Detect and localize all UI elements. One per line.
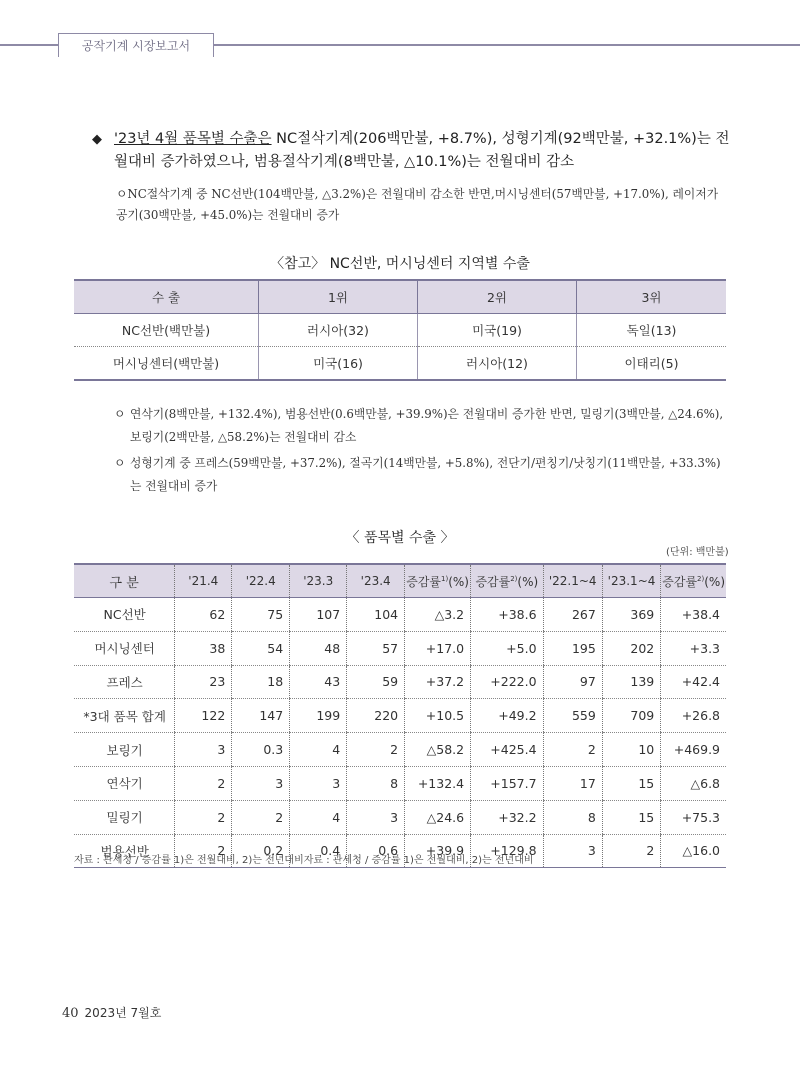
table-cell: +38.6 <box>471 598 543 632</box>
table-cell: +37.2 <box>405 665 471 699</box>
table-cell: 107 <box>290 598 347 632</box>
unit-label: (단위: 백만불) <box>666 547 729 558</box>
table-cell: 2 <box>543 733 602 767</box>
row-label: NC선반 <box>74 598 175 632</box>
table-cell: 2 <box>347 733 405 767</box>
table-cell: +222.0 <box>471 665 543 699</box>
table-cell: △3.2 <box>405 598 471 632</box>
table-cell: 4 <box>290 800 347 834</box>
table-cell: +39.9 <box>405 834 471 868</box>
header-footnote-mark: 2) <box>697 574 705 583</box>
table-cell: 104 <box>347 598 405 632</box>
region-table-caption: 〈참고〉 NC선반, 머시닝센터 지역별 수출 <box>270 256 530 272</box>
header-footnote-mark: 2) <box>510 574 518 583</box>
table-cell: △6.8 <box>661 766 726 800</box>
table-cell: +469.9 <box>661 733 726 767</box>
header-unit: (%) <box>517 574 539 589</box>
column-header <box>405 564 471 598</box>
column-header: '22.4 <box>232 564 290 598</box>
table-cell: 195 <box>543 631 602 665</box>
header-rule-right <box>214 44 800 46</box>
table-row <box>74 766 726 800</box>
column-header: '23.1~4 <box>602 564 660 598</box>
table-cell: 709 <box>602 699 660 733</box>
main-bullet <box>92 128 732 174</box>
row-label: 보링기 <box>74 733 175 767</box>
table-cell: 이태리(5) <box>577 347 727 381</box>
source-note: 자료 : 관세청 / 증감률 1)은 전월대비, 2)는 전년대비자료 : 관세청 / 증감률 1)은 전월대비, 2)는 전년대비 <box>74 855 534 866</box>
table-header-row <box>74 280 726 314</box>
table-cell: 3 <box>543 834 602 868</box>
table-cell: 559 <box>543 699 602 733</box>
column-header: '23.4 <box>347 564 405 598</box>
row-label: 범용선반 <box>74 834 175 868</box>
table-cell: △16.0 <box>661 834 726 868</box>
diamond-bullet-icon: ◆ <box>92 132 102 147</box>
table-cell: 2 <box>175 766 232 800</box>
table-cell: +42.4 <box>661 665 726 699</box>
table-cell: +425.4 <box>471 733 543 767</box>
table-cell: +49.2 <box>471 699 543 733</box>
column-header: 3위 <box>577 280 727 314</box>
table-cell: 4 <box>290 733 347 767</box>
sub-bullet <box>116 184 726 226</box>
item-table-body <box>74 598 726 868</box>
sub-bullet-text: NC절삭기계 중 NC선반(104백만불, △3.2%)은 전월대비 감소한 반면,머시닝센터(57백만불, +17.0%), 레이저가공기(30백만불, +45.0%)는 전월대비 증가 <box>116 187 719 222</box>
circle-bullet-icon: ㅇ <box>116 187 128 201</box>
table-cell: 0.4 <box>290 834 347 868</box>
page-number: 40 <box>62 1006 79 1021</box>
region-export-table <box>74 279 726 381</box>
table-cell: 러시아(12) <box>418 347 577 381</box>
table-cell: 독일(13) <box>577 314 727 347</box>
table-cell: 43 <box>290 665 347 699</box>
column-header <box>661 564 726 598</box>
table-cell: 0.3 <box>232 733 290 767</box>
row-label: *3대 품목 합계 <box>74 699 175 733</box>
header-footnote-mark: 1) <box>441 574 449 583</box>
table-cell: 2 <box>232 800 290 834</box>
header-text: 증감률 <box>662 574 698 589</box>
item-table-caption: 〈 품목별 수출 〉 <box>345 530 455 546</box>
table-cell: +132.4 <box>405 766 471 800</box>
table-cell: 23 <box>175 665 232 699</box>
table-cell: 267 <box>543 598 602 632</box>
table-cell: 202 <box>602 631 660 665</box>
table-cell: 18 <box>232 665 290 699</box>
row-label: 프레스 <box>74 665 175 699</box>
table-cell: +10.5 <box>405 699 471 733</box>
table-row <box>74 598 726 632</box>
table-cell: 199 <box>290 699 347 733</box>
main-bullet-lead: '23년 4월 품목별 수출은 <box>114 131 272 147</box>
table-row <box>74 733 726 767</box>
header-text: 증감률 <box>406 574 442 589</box>
table-row <box>74 631 726 665</box>
table-cell: 0.6 <box>347 834 405 868</box>
table-cell: 15 <box>602 800 660 834</box>
table-cell: △58.2 <box>405 733 471 767</box>
table-cell: 3 <box>290 766 347 800</box>
table-cell: 220 <box>347 699 405 733</box>
table-cell: 122 <box>175 699 232 733</box>
note-text: 연삭기(8백만불, +132.4%), 범용선반(0.6백만불, +39.9%)은 전월대비 증가한 반면, 밀링기(3백만불, △24.6%), 보링기(2백만불, △58.2%)는 전월대비 감소 <box>130 407 724 444</box>
column-header: '22.1~4 <box>543 564 602 598</box>
column-header: '23.3 <box>290 564 347 598</box>
table-row <box>74 347 726 381</box>
column-header: 수 출 <box>74 280 259 314</box>
header-unit: (%) <box>704 574 725 589</box>
column-header: 2위 <box>418 280 577 314</box>
circle-bullet-icon: ㅇ <box>114 456 126 470</box>
table-cell: 147 <box>232 699 290 733</box>
table-cell: 15 <box>602 766 660 800</box>
table-cell: +32.2 <box>471 800 543 834</box>
column-header: '21.4 <box>175 564 232 598</box>
running-title: 공작기계 시장보고서 <box>58 33 214 57</box>
column-header: 1위 <box>259 280 418 314</box>
table-row <box>74 665 726 699</box>
table-cell: 369 <box>602 598 660 632</box>
item-export-table <box>74 563 726 868</box>
table-cell: 3 <box>232 766 290 800</box>
table-cell: 3 <box>175 733 232 767</box>
table-header-row <box>74 564 726 598</box>
table-cell: 2 <box>602 834 660 868</box>
table-row <box>74 314 726 347</box>
table-cell: +38.4 <box>661 598 726 632</box>
table-cell: 미국(16) <box>259 347 418 381</box>
table-cell: 57 <box>347 631 405 665</box>
table-cell: 2 <box>175 834 232 868</box>
table-cell: 75 <box>232 598 290 632</box>
table-cell: 54 <box>232 631 290 665</box>
row-label: 연삭기 <box>74 766 175 800</box>
table-cell: 0.2 <box>232 834 290 868</box>
table-cell: 62 <box>175 598 232 632</box>
table-cell: +3.3 <box>661 631 726 665</box>
main-bullet-body: NC절삭기계(206백만불, +8.7%), 성형기계(92백만불, +32.1%)는 전월대비 증가하였으나, 범용절삭기계(8백만불, △10.1%)는 전월대비 감소 <box>114 131 730 170</box>
table-cell: 미국(19) <box>418 314 577 347</box>
table-cell: 머시닝센터(백만불) <box>112 356 220 371</box>
column-header: 구 분 <box>74 564 175 598</box>
table-cell: 97 <box>543 665 602 699</box>
header-rule-left <box>0 44 58 46</box>
table-cell: 10 <box>602 733 660 767</box>
table-cell: 139 <box>602 665 660 699</box>
note-text: 성형기계 중 프레스(59백만불, +37.2%), 절곡기(14백만불, +5.8%), 전단기/편칭기/낫칭기(11백만불, +33.3%)는 전월대비 증가 <box>130 456 721 493</box>
table-cell: 48 <box>290 631 347 665</box>
table-row <box>74 699 726 733</box>
row-label: 머시닝센터 <box>74 631 175 665</box>
header-unit: (%) <box>448 574 469 589</box>
table-cell: 38 <box>175 631 232 665</box>
table-cell: +5.0 <box>471 631 543 665</box>
circle-bullet-icon: ㅇ <box>114 407 126 421</box>
table-cell: 2 <box>175 800 232 834</box>
table-cell: +129.8 <box>471 834 543 868</box>
table-row <box>74 800 726 834</box>
main-bullet-text <box>114 128 732 174</box>
note-item <box>114 452 726 498</box>
table-cell: +17.0 <box>405 631 471 665</box>
table-cell: △24.6 <box>405 800 471 834</box>
table-cell: +26.8 <box>661 699 726 733</box>
issue-label: 2023년 7월호 <box>84 1006 162 1020</box>
table-cell: +157.7 <box>471 766 543 800</box>
row-label: 밀링기 <box>74 800 175 834</box>
table-cell: 8 <box>347 766 405 800</box>
table-cell: 59 <box>347 665 405 699</box>
header-text: 증감률 <box>475 574 511 589</box>
table-cell: 러시아(32) <box>259 314 418 347</box>
page-footer <box>62 1004 161 1021</box>
note-item <box>114 403 726 449</box>
table-cell: 17 <box>543 766 602 800</box>
table-cell: 8 <box>543 800 602 834</box>
table-cell: 3 <box>347 800 405 834</box>
table-cell: NC선반(백만불) <box>74 314 259 347</box>
table-cell: +75.3 <box>661 800 726 834</box>
column-header <box>471 564 543 598</box>
